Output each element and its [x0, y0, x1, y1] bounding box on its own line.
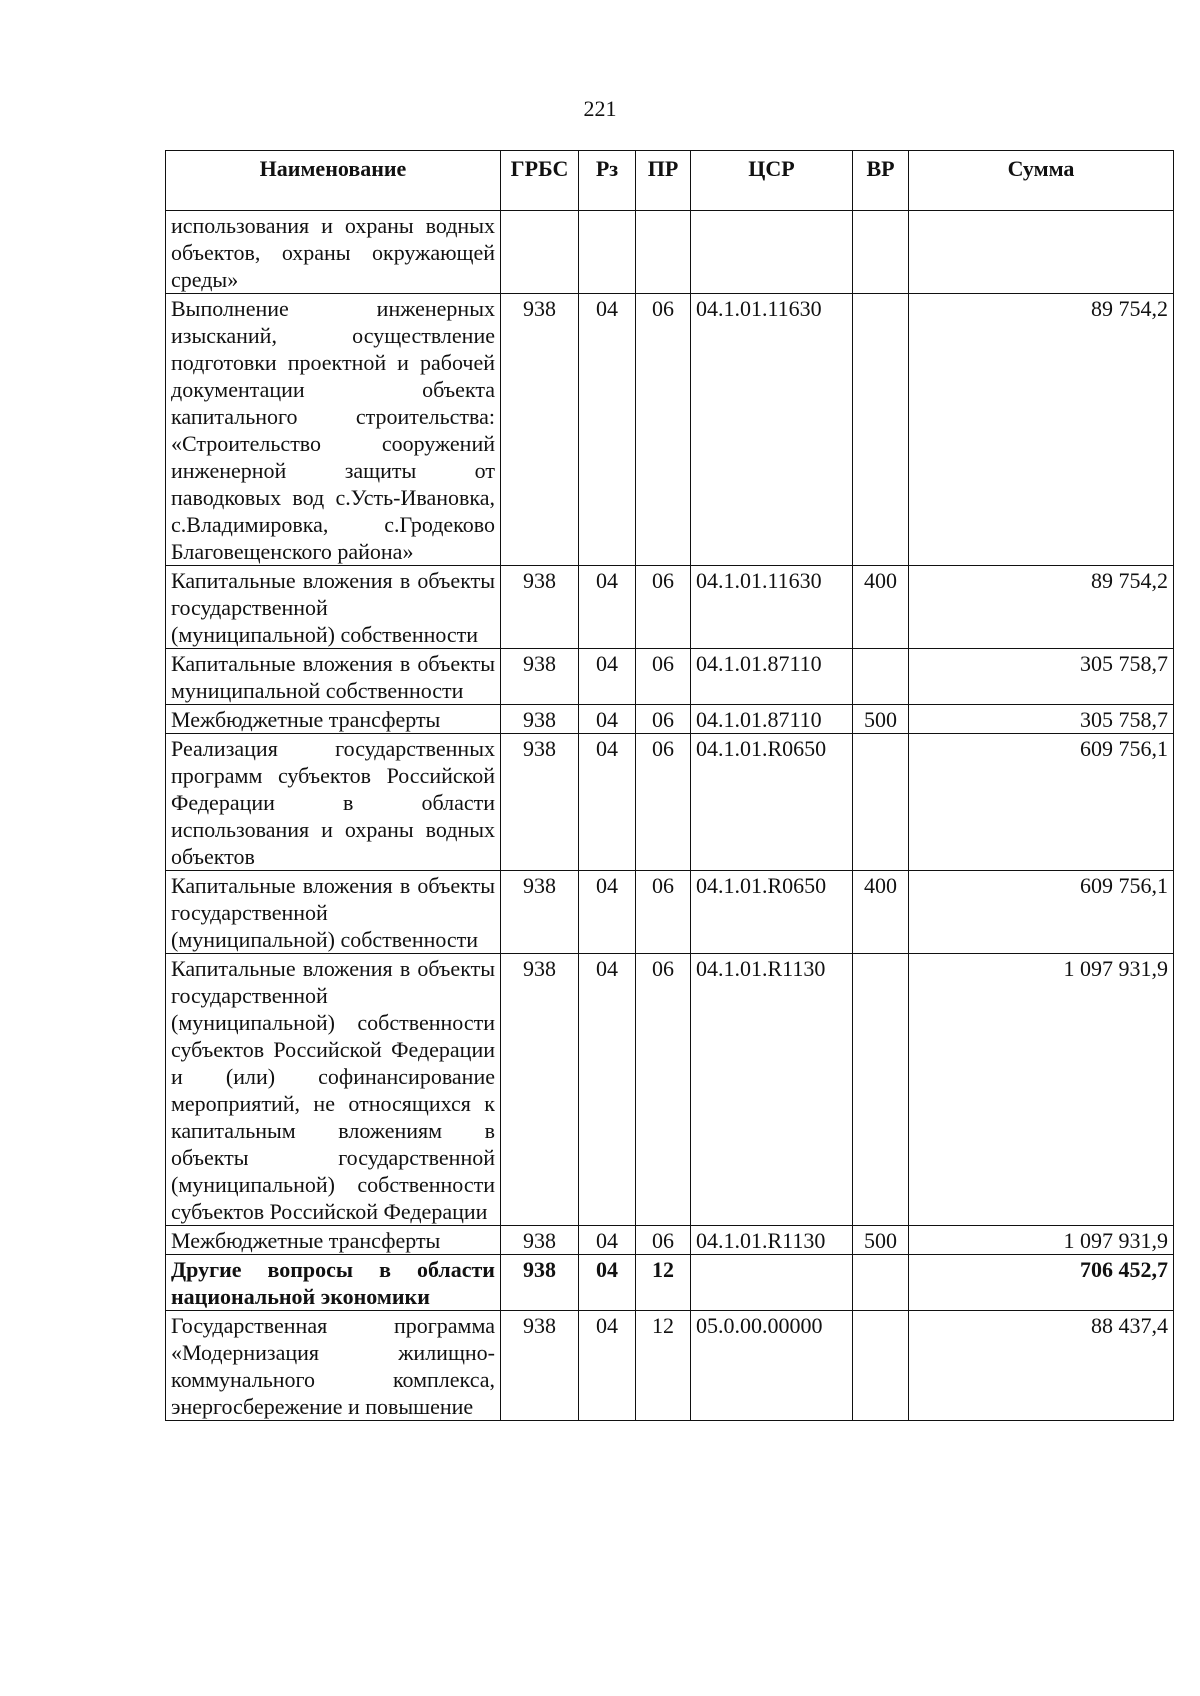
- cell-name: Межбюджетные трансферты: [166, 1226, 501, 1255]
- cell-grbs: 938: [501, 649, 579, 705]
- cell-name: Государственная программа «Модернизация жилищно-коммунального комплекса, энергосбережение и повышение: [166, 1311, 501, 1421]
- table-row: [166, 871, 1174, 954]
- cell-name: Капитальные вложения в объекты муниципальной собственности: [166, 649, 501, 705]
- header-rz: Рз: [579, 151, 636, 211]
- cell-name: Межбюджетные трансферты: [166, 705, 501, 734]
- cell-grbs: 938: [501, 1311, 579, 1421]
- cell-rz: 04: [579, 1226, 636, 1255]
- cell-vr: 400: [853, 566, 909, 649]
- cell-pr: 06: [636, 566, 691, 649]
- cell-pr: 06: [636, 734, 691, 871]
- cell-pr: 06: [636, 649, 691, 705]
- cell-csr: 04.1.01.R0650: [691, 734, 853, 871]
- header-vr: ВР: [853, 151, 909, 211]
- cell-sum: 1 097 931,9: [909, 954, 1174, 1226]
- cell-rz: [579, 211, 636, 294]
- table-row: [166, 1255, 1174, 1311]
- cell-rz: 04: [579, 566, 636, 649]
- cell-grbs: 938: [501, 1255, 579, 1311]
- cell-rz: 04: [579, 734, 636, 871]
- cell-csr: [691, 211, 853, 294]
- cell-pr: 06: [636, 705, 691, 734]
- cell-rz: 04: [579, 294, 636, 566]
- header-grbs: ГРБС: [501, 151, 579, 211]
- cell-name: Капитальные вложения в объекты государственной (муниципальной) собственности: [166, 566, 501, 649]
- cell-vr: 500: [853, 705, 909, 734]
- cell-vr: [853, 211, 909, 294]
- cell-rz: 04: [579, 871, 636, 954]
- cell-vr: [853, 734, 909, 871]
- cell-pr: [636, 211, 691, 294]
- cell-sum: 1 097 931,9: [909, 1226, 1174, 1255]
- cell-grbs: 938: [501, 954, 579, 1226]
- cell-rz: 04: [579, 705, 636, 734]
- cell-name: Капитальные вложения в объекты государственной (муниципальной) собственности: [166, 871, 501, 954]
- cell-sum: 88 437,4: [909, 1311, 1174, 1421]
- cell-csr: 04.1.01.R1130: [691, 954, 853, 1226]
- cell-csr: 04.1.01.11630: [691, 566, 853, 649]
- cell-pr: 06: [636, 954, 691, 1226]
- cell-vr: [853, 954, 909, 1226]
- cell-pr: 06: [636, 871, 691, 954]
- cell-name: использования и охраны водных объектов, охраны окружающей среды»: [166, 211, 501, 294]
- cell-pr: 06: [636, 294, 691, 566]
- cell-csr: 04.1.01.87110: [691, 705, 853, 734]
- cell-rz: 04: [579, 649, 636, 705]
- cell-grbs: 938: [501, 1226, 579, 1255]
- cell-csr: 04.1.01.87110: [691, 649, 853, 705]
- cell-sum: [909, 211, 1174, 294]
- cell-name: Реализация государственных программ субъектов Российской Федерации в области использования и охраны водных объектов: [166, 734, 501, 871]
- table-row: [166, 649, 1174, 705]
- table-row: [166, 211, 1174, 294]
- cell-grbs: 938: [501, 566, 579, 649]
- cell-grbs: 938: [501, 871, 579, 954]
- cell-sum: 609 756,1: [909, 734, 1174, 871]
- cell-vr: [853, 649, 909, 705]
- cell-grbs: [501, 211, 579, 294]
- cell-csr: 04.1.01.11630: [691, 294, 853, 566]
- cell-pr: 12: [636, 1311, 691, 1421]
- header-pr: ПР: [636, 151, 691, 211]
- table-row: [166, 954, 1174, 1226]
- cell-csr: 04.1.01.R1130: [691, 1226, 853, 1255]
- cell-sum: 706 452,7: [909, 1255, 1174, 1311]
- table-body: [166, 211, 1174, 1421]
- table-row: [166, 1311, 1174, 1421]
- table-row: [166, 294, 1174, 566]
- cell-csr: 05.0.00.00000: [691, 1311, 853, 1421]
- cell-rz: 04: [579, 1311, 636, 1421]
- cell-sum: 305 758,7: [909, 649, 1174, 705]
- budget-table: [165, 150, 1174, 1421]
- cell-vr: [853, 294, 909, 566]
- cell-sum: 305 758,7: [909, 705, 1174, 734]
- table-row: [166, 734, 1174, 871]
- cell-vr: 500: [853, 1226, 909, 1255]
- cell-name: Другие вопросы в области национальной экономики: [166, 1255, 501, 1311]
- cell-grbs: 938: [501, 734, 579, 871]
- cell-name: Капитальные вложения в объекты государственной (муниципальной) собственности субъектов Российской Федерации и (или) софинансирование мероприятий, не относящихся к капитальным вложениям в объекты государственной (муниципальной) собственности субъектов Российской Федерации: [166, 954, 501, 1226]
- cell-vr: 400: [853, 871, 909, 954]
- cell-rz: 04: [579, 954, 636, 1226]
- cell-vr: [853, 1255, 909, 1311]
- header-csr: ЦСР: [691, 151, 853, 211]
- cell-sum: 89 754,2: [909, 566, 1174, 649]
- table-row: [166, 566, 1174, 649]
- cell-grbs: 938: [501, 705, 579, 734]
- cell-grbs: 938: [501, 294, 579, 566]
- header-row: [166, 151, 1174, 211]
- cell-csr: 04.1.01.R0650: [691, 871, 853, 954]
- table-row: [166, 1226, 1174, 1255]
- cell-sum: 89 754,2: [909, 294, 1174, 566]
- header-sum: Сумма: [909, 151, 1174, 211]
- cell-sum: 609 756,1: [909, 871, 1174, 954]
- cell-rz: 04: [579, 1255, 636, 1311]
- table-row: [166, 705, 1174, 734]
- page-number: 221: [583, 96, 617, 121]
- cell-vr: [853, 1311, 909, 1421]
- cell-name: Выполнение инженерных изысканий, осуществление подготовки проектной и рабочей документации объекта капитального строительства: «Строительство сооружений инженерной защиты от паводковых вод с.Усть-Ивановка, с.Владимировка, с.Гродеково Благовещенского района»: [166, 294, 501, 566]
- header-name: Наименование: [166, 151, 501, 211]
- cell-pr: 12: [636, 1255, 691, 1311]
- cell-csr: [691, 1255, 853, 1311]
- cell-pr: 06: [636, 1226, 691, 1255]
